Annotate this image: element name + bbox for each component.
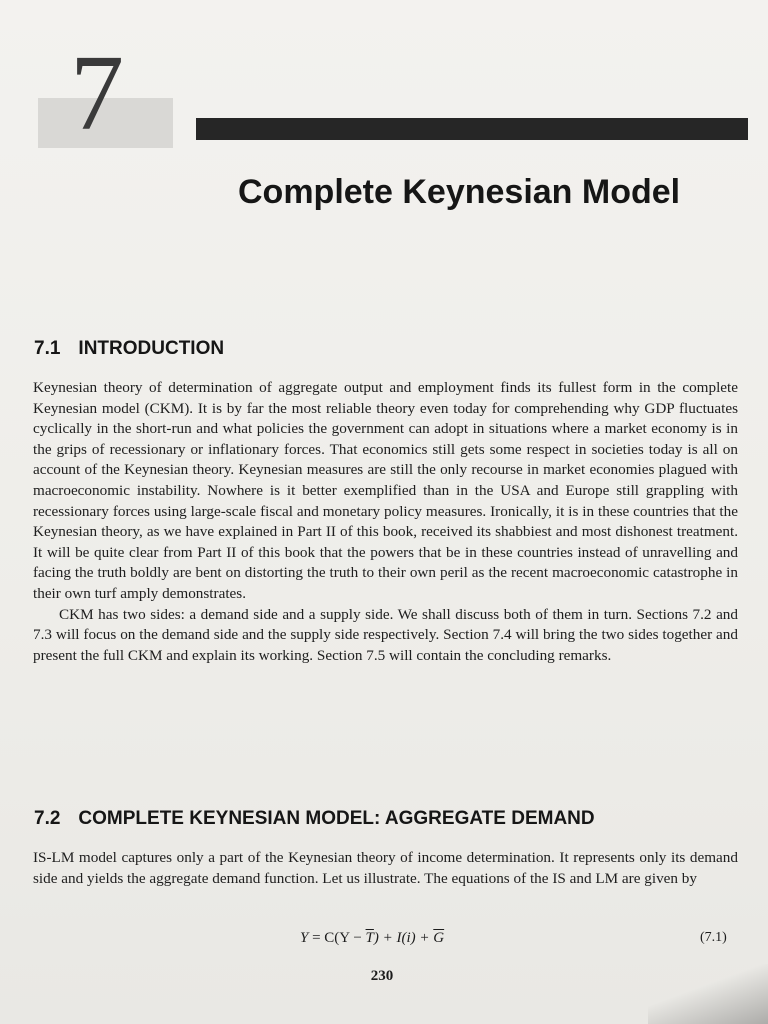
section-7-1-body <box>33 378 738 666</box>
chapter-rule <box>196 118 748 140</box>
equation-t-bar: $\overline{T}$ <box>365 930 374 946</box>
section-number: 7.2 <box>34 808 61 829</box>
section-title: INTRODUCTION <box>78 338 225 359</box>
equation-rhs-prefix: = C(Y − <box>308 930 366 946</box>
corner-shadow <box>648 964 768 1024</box>
section-7-2-body <box>33 848 738 889</box>
equation-rhs-mid: ) + I(i) + <box>373 930 434 946</box>
section-heading-7-2 <box>34 806 595 832</box>
section-title: COMPLETE KEYNESIAN MODEL: AGGREGATE DEMAND <box>78 808 595 829</box>
paragraph: CKM has two sides: a demand side and a supply side. We shall discuss both of them in turn. Sections 7.2 and 7.3 will focus on the demand side and the supply side respectively. Section 7.4 will bring the two sides together and present the full CKM and explain its working. Section 7.5 will contain the concluding remarks. <box>33 605 738 664</box>
page-number: 230 <box>370 968 394 984</box>
equation-number: (7.1) <box>700 930 727 945</box>
chapter-title: Complete Keynesian Model <box>238 173 681 211</box>
equation-7-1 <box>300 930 444 947</box>
paragraph: IS-LM model captures only a part of the Keynesian theory of income determination. It represents only its demand side and yields the aggregate demand function. Let us illustrate. The equations of the IS and LM are given by <box>33 849 738 887</box>
section-number: 7.1 <box>34 338 61 359</box>
chapter-number: 7 <box>70 34 124 153</box>
section-heading-7-1 <box>34 336 224 362</box>
equation-lhs: Y <box>300 930 309 946</box>
paragraph: Keynesian theory of determination of aggregate output and employment finds its fullest form in the complete Keynesian model (CKM). It is by far the most reliable theory even today for comprehending why GDP fluctuates cyclically in the short-run and what policies the government can adopt in situations where a market economy is in the grips of recessionary or inflationary forces. That economics still gets some respect in societies today is all on account of the Keynesian theory. Keynesian measures are still the only recourse in market economies plagued with macroeconomic instability. Nowhere is it better exemplified than in the USA and Europe still grappling with recessionary forces using large-scale fiscal and monetary policy measures. Ironically, it is in these countries that the Keynesian theory, as we have explained in Part II of this book, received its shabbiest and most dishonest treatment. It will be quite clear from Part II of this book that the powers that be in these countries instead of unravelling and facing the truth boldly are bent on distorting the truth to their own peril as the recent macroeconomic catastrophe in their own turf amply demonstrates. <box>33 379 738 602</box>
equation-g-bar: $\overline{G}$ <box>433 930 445 946</box>
